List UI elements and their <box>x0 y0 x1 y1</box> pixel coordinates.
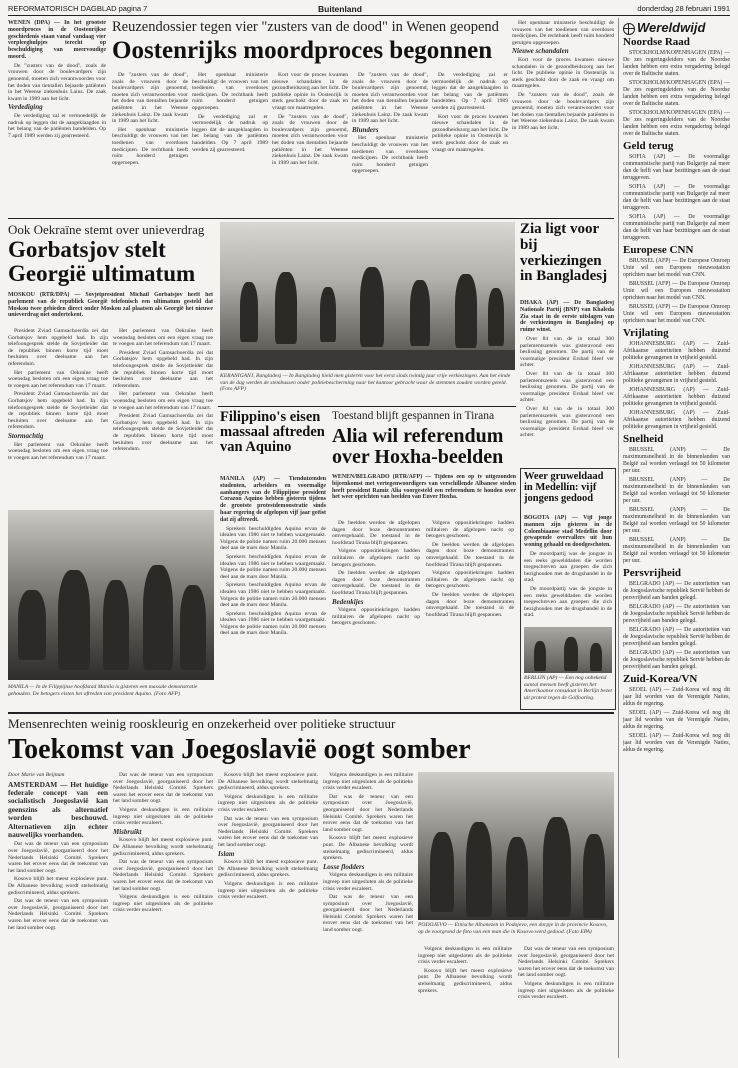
georgia-kicker: Ook Oekraïne stemt over unieverdrag <box>8 222 205 237</box>
austria-col-3: Kort voor de proces kwamen nieuwe schandalen in de gezondheidszorg aan het licht. De publieke opinie in Oostenrijk is sterk geschokt door de zaak en vraagt om maatregelen. De "zusters van de dood", zoals de vrouwen door de boulevardpers zijn genoemd, moeten zich verantwoorden voor het doden van tientallen bejaarde patiënten in het Weense ziekenhuis Lainz. De zaak kwam in 1989 aan het licht. <box>272 72 348 166</box>
sidebar-column: Noordse Raad STOCKHOLM/KOPENHAGEN (EPA) — De zes regeringsleiders van de Noordse landen hebben een extra vergadering belegd over de Baltische staten. STOCKHOLM/KOPENHAGEN (EPA) — De zes regeringsleiders van de Noordse landen hebben een extra vergadering belegd over de Baltische staten. STOCKHOLM/KOPENHAGEN (EPA) — De zes regeringsleiders van de Noordse landen hebben een extra vergadering belegd over de Baltische staten. Geld terug SOFIA (AP) — De voormalige communistische partij van Bulgarije zal meer dan de helft van haar bezittingen aan de staat teruggeven. SOFIA (AP) — De voormalige communistische partij van Bulgarije zal meer dan de helft van haar bezittingen aan de staat teruggeven. SOFIA (AP) — De voormalige communistische partij van Bulgarije zal meer dan de helft van haar bezittingen aan de staat teruggeven. Europese CNN BRUSSEL (AFP) — De Europese Omroep Unie wil een Europees nieuwsstation oprichten naar het model van CNN. BRUSSEL (AFP) — De Europese Omroep Unie wil een Europees nieuwsstation oprichten naar het model van CNN. BRUSSEL (AFP) — De Europese Omroep Unie wil een Europees nieuwsstation oprichten naar het model van CNN. Vrijlating JOHANNESBURG (AP) — Zuid-Afrikaanse autoriteiten hebben duizend politieke gevangenen in vrijheid gesteld. JOHANNESBURG (AP) — Zuid-Afrikaanse autoriteiten hebben duizend politieke gevangenen in vrijheid gesteld. JOHANNESBURG (AP) — Zuid-Afrikaanse autoriteiten hebben duizend politieke gevangenen in vrijheid gesteld. JOHANNESBURG (AP) — Zuid-Afrikaanse autoriteiten hebben duizend politieke gevangenen in vrijheid gesteld. Snelheid BRUSSEL (ANP) — De maximumsnelheid in de binnenlanden van België zal worden verlaagd tot 50 kilometer per uur. BRUSSEL (ANP) — De maximumsnelheid in de binnenlanden van België zal worden verlaagd tot 50 kilometer per uur. BRUSSEL (ANP) — De maximumsnelheid in de binnenlanden van België zal worden verlaagd tot 50 kilometer per uur. BRUSSEL (ANP) — De maximumsnelheid in de binnenlanden van België zal worden verlaagd tot 50 kilometer per uur. Persvrijheid BELGRADO (AP) — De autoriteiten van de Joegoslavische republiek Servië hebben de persvrijheid aan banden gelegd. BELGRADO (AP) — De autoriteiten van de Joegoslavische republiek Servië hebben de persvrijheid aan banden gelegd. BELGRADO (AP) — De autoriteiten van de Joegoslavische republiek Servië hebben de persvrijheid aan banden gelegd. BELGRADO (AP) — De autoriteiten van de Joegoslavische republiek Servië hebben de persvrijheid aan banden gelegd. Zuid-Korea/VN SEOEL (AP) — Zuid-Korea wil nog dit jaar lid worden van de Verenigde Naties, aldus de regering. SEOEL (AP) — Zuid-Korea wil nog dit jaar lid worden van de Verenigde Naties, aldus de regering. SEOEL (AP) — Zuid-Korea wil nog dit jaar lid worden van de Verenigde Naties, aldus de regering. <box>623 36 730 753</box>
albania-kicker: Toestand blijft gespannen in Tirana <box>332 410 495 422</box>
yugoslavia-col-4: Volgens deskundigen is een militaire ingreep niet uitgesloten als de politieke crisis verder escaleert. Dat was de teneur van een symposium over Joegoslavië, georganiseerd door het Nederlands Helsinki Comité. Sprekers waren het erover eens dat de toekomst van het land somber oogt. Kosovo blijft het meest explosieve punt. De Albanese bevolking wordt stelselmatig gediscrimineerd, aldus sprekers. Losse flodders Volgens deskundigen is een militaire ingreep niet uitgesloten als de politieke crisis verder escaleert. Dat was de teneur van een symposium over Joegoslavië, georganiseerd door het Nederlands Helsinki Comité. Sprekers waren het erover eens dat de toekomst van het land somber oogt. <box>323 772 413 934</box>
georgia-col-1: President Zviad Gamsachoerdia zei dat Gorbatsjov hem opgebeld had. In zijn telefoongesprek stelde de Sovjetleider dat de republiek binnen korte tijd moet besluiten over deelname aan het referendum. Het parlement van Oekraïne heeft woensdag besloten om een eigen vraag toe te voegen aan het referendum van 17 maart. President Zviad Gamsachoerdia zei dat Gorbatsjov hem opgebeld had. In zijn telefoongesprek stelde de Sovjetleider dat de republiek binnen korte tijd moet besluiten over deelname aan het referendum. Stormachtig Het parlement van Oekraïne heeft woensdag besloten om een eigen vraag toe te voegen aan het referendum van 17 maart. <box>8 328 108 461</box>
austria-kicker: Reuzendossier tegen vier "zusters van de dood" in Wenen geopend <box>112 19 499 35</box>
publication-date: donderdag 28 februari 1991 <box>637 4 730 13</box>
albania-lead-block: WENEN/BELGRADO (RTR/AFP) — Tijdens een op tv uitgezonden bijeenkomst met vertegenwoordigers van verschillende Albanese steden heeft president Ramiz Alia voorgesteld een referendum te houden over het weer oprichten van beelden van Enver Hoxha. <box>332 474 516 501</box>
sidebar-heading-noordse-raad: Noordse Raad <box>623 36 690 48</box>
sidebar-heading-persvrijheid: Persvrijheid <box>623 567 682 579</box>
medellin-box <box>520 468 616 710</box>
yugoslavia-byline: Door Marie van Beijnum <box>8 772 65 778</box>
austria-body-2: De verdediging zal er vermoedelijk de nadruk op leggen dat de aangeklaagden in het belang van de patiënten handelden. Op 7 april 1989 werden zij gearresteerd. <box>8 112 106 139</box>
austria-lead-column <box>8 20 106 216</box>
albania-subhead: Bedenkijes <box>332 597 364 606</box>
austria-col-6: Het openbaar ministerie beschuldigt de vrouwen van het toedienen van overdoses medicijnen. De rechtbank heeft ruim honderd getuigen opgeroepen. Nieuwe schandalen Kort voor de proces kwamen nieuwe schandalen in de gezondheidszorg aan het licht. De publieke opinie in Oostenrijk is sterk geschokt door de zaak en vraagt om maatregelen. De "zusters van de dood", zoals de vrouwen door de boulevardpers zijn genoemd, moeten zich verantwoorden voor het doden van tientallen bejaarde patiënten in het Weense ziekenhuis Lainz. De zaak kwam in 1989 aan het licht. <box>512 20 614 131</box>
georgia-subhead-stormachtig: Stormachtig <box>8 431 44 440</box>
podojevo-kosovo-photo <box>418 772 614 920</box>
section-name: Buitenland <box>318 4 362 14</box>
manila-demonstration-photo <box>8 510 214 680</box>
yugoslavia-col-3: Kosovo blijft het meest explosieve punt. De Albanese bevolking wordt stelselmatig gediscrimineerd, aldus sprekers. Volgens deskundigen is een militaire ingreep niet uitgesloten als de politieke crisis verder escaleert. Dat was de teneur van een symposium over Joegoslavië, georganiseerd door het Nederlands Helsinki Comité. Sprekers waren het erover eens dat de toekomst van het land somber oogt. Islam Kosovo blijft het meest explosieve punt. De Albanese bevolking wordt stelselmatig gediscrimineerd, aldus sprekers. Volgens deskundigen is een militaire ingreep niet uitgesloten als de politieke crisis verder escaleert. <box>218 772 318 901</box>
berlin-consulate-photo <box>524 627 612 673</box>
austria-headline: Oostenrijks moordproces begonnen <box>112 37 493 64</box>
running-header <box>8 4 730 14</box>
sidebar-heading-geld-terug: Geld terug <box>623 140 674 152</box>
austria-subhead-schandalen: Nieuwe schandalen <box>512 47 569 56</box>
podojevo-photo-caption: PODOJEVO — Etnische Albanezen in Podojevo, een dorpje in de provincie Kosovo, op de voorgrond de foto van een man die in Kosovo werd gedood. (Foto EPA) <box>418 922 608 935</box>
globe-icon <box>623 23 635 35</box>
yugoslavia-col-2: Dat was de teneur van een symposium over Joegoslavië, georganiseerd door het Nederlands Helsinki Comité. Sprekers waren het erover eens dat de toekomst van het land somber oogt. Volgens deskundigen is een militaire ingreep niet uitgesloten als de politieke crisis verder escaleert. Misbruikt Kosovo blijft het meest explosieve punt. De Albanese bevolking wordt stelselmatig gediscrimineerd, aldus sprekers. Dat was de teneur van een symposium over Joegoslavië, georganiseerd door het Nederlands Helsinki Comité. Sprekers waren het erover eens dat de toekomst van het land somber oogt. Volgens deskundigen is een militaire ingreep niet uitgesloten als de politieke crisis verder escaleert. <box>113 772 213 914</box>
yugoslavia-col-5: Volgens deskundigen is een militaire ingreep niet uitgesloten als de politieke crisis verder escaleert. Kosovo blijft het meest explosieve punt. De Albanese bevolking wordt stelselmatig gediscrimineerd, aldus sprekers. <box>418 946 512 994</box>
albania-col-1: De beelden werden de afgelopen dagen door boze demonstranten omvergehaald. De toestand in de hoofdstad Tirana blijft gespannen. Volgens oppositiekringen hadden militairen de afgelopen nacht op betogers geschoten. De beelden werden de afgelopen dagen door boze demonstranten omvergehaald. De toestand in de hoofdstad Tirana blijft gespannen. Bedenkijes Volgens oppositiekringen hadden militairen de afgelopen nacht op betogers geschoten. <box>332 520 420 627</box>
newspaper-page-label: REFORMATORISCH DAGBLAD pagina 7 <box>8 4 148 13</box>
yugoslavia-col-1: Door Marie van Beijnum AMSTERDAM — Het huidige federale concept van een socialistisch Joegoslavië kan geenszins als alternatief worden beschouwd. Alternatieven zijn echter nauwelijks voorhanden. Dat was de teneur van een symposium over Joegoslavië, georganiseerd door het Nederlands Helsinki Comité. Sprekers waren het erover eens dat de toekomst van het land somber oogt. Kosovo blijft het meest explosieve punt. De Albanese bevolking wordt stelselmatig gediscrimineerd, aldus sprekers. Dat was de teneur van een symposium over Joegoslavië, georganiseerd door het Nederlands Helsinki Comité. Sprekers waren het erover eens dat de toekomst van het land somber oogt. <box>8 772 108 931</box>
medellin-headline: Weer gruweldaad in Medellín: vijf jongens gedood <box>524 471 604 505</box>
georgia-col-2: Het parlement van Oekraïne heeft woensdag besloten om een eigen vraag toe te voegen aan het referendum van 17 maart. President Zviad Gamsachoerdia zei dat Gorbatsjov hem opgebeld had. In zijn telefoongesprek stelde de Sovjetleider dat de republiek binnen korte tijd moet besluiten over deelname aan het referendum. Het parlement van Oekraïne heeft woensdag besloten om een eigen vraag toe te voegen aan het referendum van 17 maart. President Zviad Gamsachoerdia zei dat Gorbatsjov hem opgebeld had. In zijn telefoongesprek stelde de Sovjetleider dat de republiek binnen korte tijd moet besluiten over deelname aan het referendum. <box>113 328 213 453</box>
sidebar-title: Wereldwijd <box>623 20 705 35</box>
yugoslavia-subhead-islam: Islam <box>218 849 235 858</box>
austria-subhead-verdediging: Verdediging <box>8 103 43 112</box>
yugoslavia-headline: Toekomst van Joegoslavië oogt somber <box>8 734 471 765</box>
austria-subhead-blunders: Blunders <box>352 125 379 134</box>
sidebar-heading-snelheid: Snelheid <box>623 433 664 445</box>
austria-body-1: De "zusters van de dood", zoals de vrouwen door de boulevardpers zijn genoemd, moeten zich verantwoorden voor het doden van tientallen bejaarde patiënten in het Weense ziekenhuis Lainz. De zaak kwam in 1989 aan het licht. <box>8 62 106 102</box>
albania-headline: Alia wil referendum over Hoxha-beelden <box>332 425 504 468</box>
austria-col-5: De verdediging zal er vermoedelijk de nadruk op leggen dat de aangeklaagden in het belang van de patiënten handelden. Op 7 april 1989 werden zij gearresteerd. Kort voor de proces kwamen nieuwe schandalen in de gezondheidszorg aan het licht. De publieke opinie in Oostenrijk is sterk geschokt door de zaak en vraagt om maatregelen. <box>432 72 508 153</box>
manila-photo-caption: MANILA — In de Filippijnse hoofdstad Manila is gisteren een massale demonstratie gehouden. De betogers eisten het aftreden van president Aquino. (Foto AFP) <box>8 684 198 697</box>
sidebar-heading-vrijlating: Vrijlating <box>623 327 669 339</box>
yugoslavia-kicker: Mensenrechten weinig rooskleurig en onzekerheid over politieke structuur <box>8 716 396 731</box>
sidebar-heading-europese-cnn: Europese CNN <box>623 244 694 256</box>
bangladesh-photo-caption: KERANIGANJ, Bangladesj — In Bangladesj hield men gisteren voor het eerst sinds twintig jaar vrije verkiezingen. Aan het einde van de dag werden de stembussen onder politiebescherming naar het kantoor gebracht waar de stemmen zouden worden geteld. (Foto AFP) <box>220 373 511 392</box>
yugoslavia-col-6: Dat was de teneur van een symposium over Joegoslavië, georganiseerd door het Nederlands Helsinki Comité. Sprekers waren het erover eens dat de toekomst van het land somber oogt. Volgens deskundigen is een militaire ingreep niet uitgesloten als de politieke crisis verder escaleert. <box>518 946 614 1001</box>
georgia-lead-block: MOSKOU (RTR/DPA) — Sovjetpresident Michail Gorbatsjov heeft het parlement van de republiek Georgië telefonisch een ultimatum gesteld dat Moskou twee gebieden direct onder Moskou zal plaatsen als Georgië het nieuwe unieverdrag niet ondertekent. <box>8 292 213 319</box>
georgia-headline: Gorbatsjov stelt Georgië ultimatum <box>8 237 196 287</box>
philippines-headline: Filippino's eisen massaal aftreden van Aquino <box>220 409 325 456</box>
berlin-photo-caption: BERLIJN (AP) — Een nog onbekend aantal mensen heeft gisteren het Amerikaanse consulaat in Berlijn bezet uit protest tegen de Golfoorlog. <box>524 675 612 701</box>
philippines-col: MANILA (AP) — Tienduizenden studenten, arbeiders en voormalige aanhangers van de Filippijnse president Corazon Aquino hebben gisteren tijdens de grootste protestdemonstratie sinds haar regering de afgelopen vijf jaar geëist dat zij aftreedt. Sprekers beschuldigden Aquino ervan de idealen van 1986 niet te hebben waargemaakt. Volgens de politie namen ruim 20.000 mensen deel aan de mars door Manila. Sprekers beschuldigden Aquino ervan de idealen van 1986 niet te hebben waargemaakt. Volgens de politie namen ruim 20.000 mensen deel aan de mars door Manila. Sprekers beschuldigden Aquino ervan de idealen van 1986 niet te hebben waargemaakt. Volgens de politie namen ruim 20.000 mensen deel aan de mars door Manila. Sprekers beschuldigden Aquino ervan de idealen van 1986 niet te hebben waargemaakt. Volgens de politie namen ruim 20.000 mensen deel aan de mars door Manila. <box>220 476 326 637</box>
bangladesh-photo <box>220 222 515 370</box>
austria-lead: WENEN (DPA) — In het grootste moordproces in de Oostenrijkse geschiedenis staan vanaf vandaag vier verpleeghulpjes terecht op beschuldiging van meervoudige moord. <box>8 20 106 60</box>
austria-col-4: De "zusters van de dood", zoals de vrouwen door de boulevardpers zijn genoemd, moeten zich verantwoorden voor het doden van tientallen bejaarde patiënten in het Weense ziekenhuis Lainz. De zaak kwam in 1989 aan het licht. Blunders Het openbaar ministerie beschuldigt de vrouwen van het toedienen van overdoses medicijnen. De rechtbank heeft ruim honderd getuigen opgeroepen. <box>352 72 428 175</box>
sidebar-heading-zuid-korea: Zuid-Korea/VN <box>623 673 698 685</box>
albania-col-2: Volgens oppositiekringen hadden militairen de afgelopen nacht op betogers geschoten. De beelden werden de afgelopen dagen door boze demonstranten omvergehaald. De toestand in de hoofdstad Tirana blijft gespannen. Volgens oppositiekringen hadden militairen de afgelopen nacht op betogers geschoten. De beelden werden de afgelopen dagen door boze demonstranten omvergehaald. De toestand in de hoofdstad Tirana blijft gespannen. <box>426 520 514 618</box>
austria-col-1: De "zusters van de dood", zoals de vrouwen door de boulevardpers zijn genoemd, moeten zich verantwoorden voor het doden van tientallen bejaarde patiënten in het Weense ziekenhuis Lainz. De zaak kwam in 1989 aan het licht. Het openbaar ministerie beschuldigt de vrouwen van het toedienen van overdoses medicijnen. De rechtbank heeft ruim honderd getuigen opgeroepen. <box>112 72 188 166</box>
yugoslavia-subhead-misbruikt: Misbruikt <box>113 827 142 836</box>
bangladesh-headline: Zia ligt voor bij verkiezingen in Bangladesj <box>520 221 608 285</box>
bangladesh-col: DHAKA (AP) — De Bangladesj Nationale Partij (BNP) van Khaleda Zia staat in de eerste uitslagen van de verkiezingen in Bangladesj op ruime winst. Over 84 van de in totaal 300 parlementszetels was gisteravond een beslissing genomen. De partij van de voormalige president Ershad bleef ver achter. Over 84 van de in totaal 300 parlementszetels was gisteravond een beslissing genomen. De partij van de voormalige president Ershad bleef ver achter. Over 84 van de in totaal 300 parlementszetels was gisteravond een beslissing genomen. De partij van de voormalige president Ershad bleef ver achter. <box>520 300 614 439</box>
medellin-col: BOGOTA (AP) — Vijf jonge mannen zijn gisteren in de Colombiaanse stad Medellín door gewapende overvallers uit hun woning gehaald en doodgeschoten. De moordpartij was de jongste in een reeks gewelddaden die worden toegeschreven aan groepen die zich bezighouden met de drugshandel in de stad. De moordpartij was de jongste in een reeks gewelddaden die worden toegeschreven aan groepen die zich bezighouden met de drugshandel in de stad. <box>524 515 612 619</box>
austria-col-2: Het openbaar ministerie beschuldigt de vrouwen van het toedienen van overdoses medicijnen. De rechtbank heeft ruim honderd getuigen opgeroepen. De verdediging zal er vermoedelijk de nadruk op leggen dat de aangeklaagden in het belang van de patiënten handelden. Op 7 april 1989 werden zij gearresteerd. <box>192 72 268 153</box>
yugoslavia-subhead-losse-flodders: Losse flodders <box>323 862 365 871</box>
